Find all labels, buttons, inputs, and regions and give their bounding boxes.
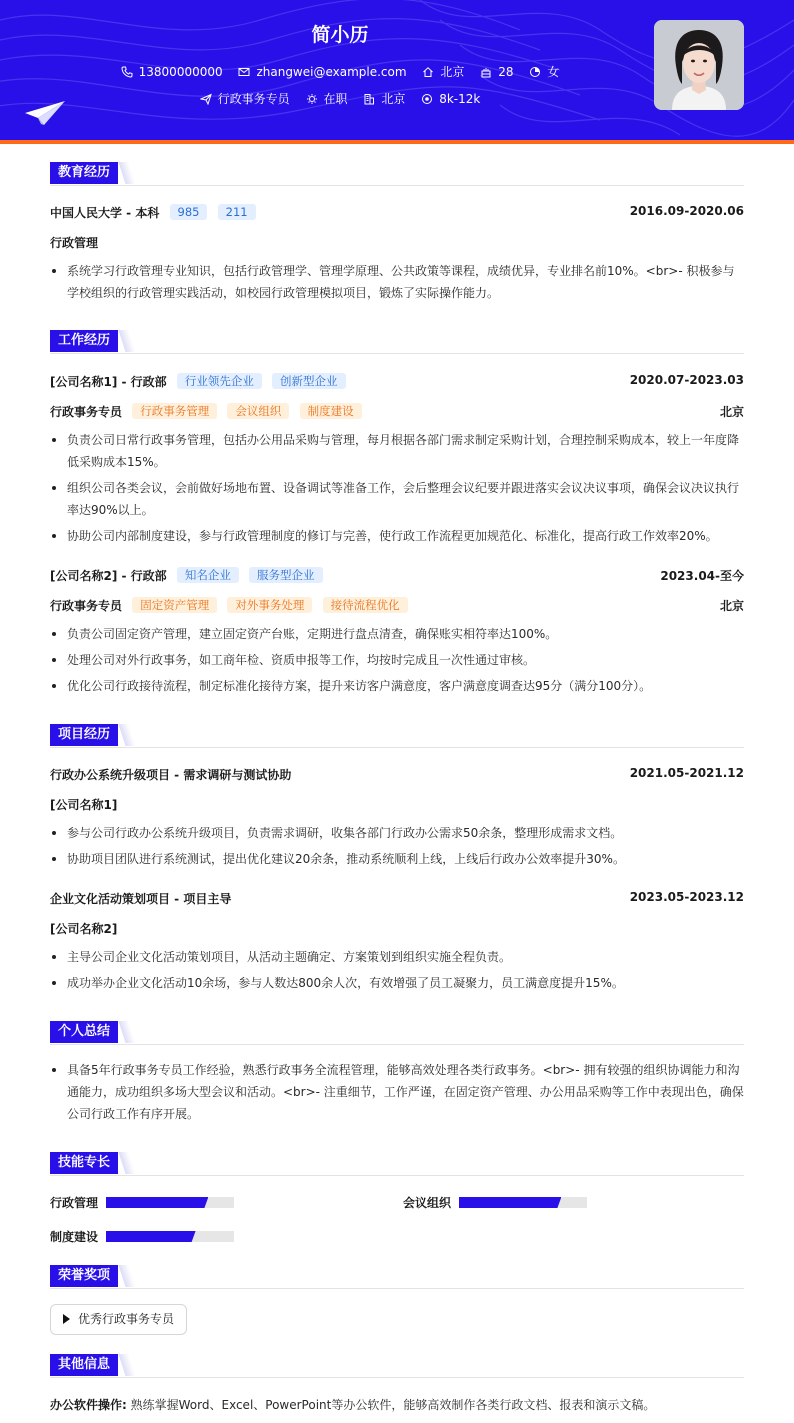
section-tag-tail — [118, 162, 135, 184]
education-major: 行政管理 — [50, 236, 99, 250]
salary-text: 8k-12k — [439, 92, 481, 106]
location-item — [422, 63, 464, 80]
skill-bar-fill — [106, 1197, 208, 1208]
section-other — [50, 1354, 744, 1378]
expand-triangle-icon — [63, 1314, 70, 1324]
work-city: 北京 — [719, 405, 744, 419]
section-summary — [50, 1021, 744, 1045]
skill-bar — [106, 1197, 234, 1208]
location-text: 北京 — [440, 65, 465, 79]
company-badge: 创新型企业 — [272, 373, 346, 389]
skill-bar — [459, 1197, 587, 1208]
section-skills-title: 技能专长 — [50, 1152, 118, 1174]
phone-text: 13800000000 — [138, 65, 223, 79]
project-date: 2023.05-2023.12 — [629, 890, 744, 904]
section-tag-tail — [118, 1152, 135, 1174]
building-icon — [363, 93, 375, 105]
skill-bar-fill — [459, 1197, 561, 1208]
work-company-row — [50, 373, 744, 390]
phone-item — [121, 65, 223, 79]
section-projects-title: 项目经历 — [50, 724, 118, 746]
avatar-portrait — [654, 20, 744, 110]
work-role-row — [50, 403, 744, 420]
other-info-value: 熟练掌握Word、Excel、PowerPoint等办公软件，能够高效制作各类行政文档、报表和演示文稿。 — [130, 1398, 656, 1412]
work-bullet: 组织公司各类会议，会前做好场地布置、设备调试等准备工作，会后整理会议纪要并跟进落实会议决议事项，确保会议决议执行率达90%以上。 — [50, 477, 744, 521]
other-info-row — [50, 1396, 655, 1413]
section-tag-tail — [118, 1021, 135, 1043]
work-role: 行政事务专员 — [50, 405, 123, 419]
project-bullet: 成功举办企业文化活动10余场，参与人数达800余人次，有效增强了员工凝聚力，员工满意度提升15%。 — [50, 972, 744, 994]
profile-photo — [654, 20, 744, 110]
mail-icon — [238, 66, 250, 78]
age-item — [480, 65, 513, 79]
work-date: 2023.04-至今 — [660, 569, 744, 583]
role-badge: 制度建设 — [300, 403, 362, 419]
education-badge: 985 — [170, 204, 208, 220]
work-bullet: 负责公司固定资产管理，建立固定资产台账，定期进行盘点清查，确保账实相符率达100%。 — [50, 623, 744, 645]
skill-bar — [106, 1231, 234, 1242]
resume-header — [0, 0, 794, 140]
target-city-item — [363, 90, 405, 107]
candidate-name: 简小历 — [311, 24, 369, 46]
age-text: 28 — [498, 65, 514, 79]
company-badge: 知名企业 — [177, 567, 239, 583]
project-title: 行政办公系统升级项目 - 需求调研与测试协助 — [50, 768, 292, 782]
award-item[interactable] — [50, 1304, 187, 1335]
role-badge: 行政事务管理 — [132, 403, 217, 419]
project-title-row — [50, 766, 744, 783]
section-awards-title: 荣誉奖项 — [50, 1265, 118, 1287]
section-tag-tail — [118, 1354, 135, 1376]
work-date: 2020.07-2023.03 — [629, 373, 744, 387]
job-target-item — [200, 90, 290, 107]
education-description: 系统学习行政管理专业知识，包括行政管理学、管理学原理、公共政策等课程，成绩优异，专业排名前10%。<br>- 积极参与学校组织的行政管理实践活动，如校园行政管理模拟项目，锻炼了实际操作能力。 — [50, 260, 744, 304]
work-company: [公司名称2] - 行政部 — [50, 569, 167, 583]
send-icon — [200, 93, 212, 105]
skill-name: 行政管理 — [50, 1196, 99, 1210]
education-badge: 211 — [218, 204, 256, 220]
section-other-title: 其他信息 — [50, 1354, 118, 1376]
summary-text: 具备5年行政事务专员工作经验，熟悉行政事务全流程管理，能够高效处理各类行政事务。<br>- 拥有较强的组织协调能力和沟通能力，成功组织多场大型会议和活动。<br>- 注重细节，工作严谨，在固定资产管理、办公用品采购等工作中表现出色，确保公司行政工作有序开展。 — [50, 1059, 744, 1125]
status-icon — [306, 93, 318, 105]
salary-item — [421, 92, 480, 106]
section-tag-tail — [118, 724, 135, 746]
section-education — [50, 162, 744, 186]
section-projects — [50, 724, 744, 748]
paper-plane-icon — [24, 100, 66, 126]
company-badge: 服务型企业 — [249, 567, 323, 583]
target-city-text: 北京 — [381, 92, 406, 106]
status-item — [306, 90, 348, 107]
header-accent-stripe — [0, 140, 794, 144]
company-badge: 行业领先企业 — [177, 373, 262, 389]
project-company: [公司名称2] — [50, 922, 118, 936]
status-text: 在职 — [323, 92, 348, 106]
section-work-title: 工作经历 — [50, 330, 118, 352]
work-bullet: 处理公司对外行政事务，如工商年检、资质申报等工作，均按时完成且一次性通过审核。 — [50, 649, 744, 671]
role-badge: 对外事务处理 — [227, 597, 312, 613]
section-awards — [50, 1265, 744, 1289]
section-skills — [50, 1152, 744, 1176]
work-bullet: 优化公司行政接待流程，制定标准化接待方案，提升来访客户满意度，客户满意度调查达95分（满分100分）。 — [50, 675, 744, 697]
skill-name: 会议组织 — [403, 1196, 452, 1210]
project-company: [公司名称1] — [50, 798, 118, 812]
other-info-label: 办公软件操作: — [50, 1398, 127, 1412]
work-company-row — [50, 567, 744, 584]
skill-item — [403, 1194, 451, 1211]
email-text: zhangwei@example.com — [256, 65, 407, 79]
project-bullet: 主导公司企业文化活动策划项目，从活动主题确定、方案策划到组织实施全程负责。 — [50, 946, 744, 968]
phone-icon — [121, 66, 133, 78]
skill-item — [50, 1194, 98, 1211]
section-tag-tail — [118, 1265, 135, 1287]
section-education-title: 教育经历 — [50, 162, 118, 184]
project-bullet: 参与公司行政办公系统升级项目，负责需求调研，收集各部门行政办公需求50余条，整理形成需求文档。 — [50, 822, 744, 844]
project-bullet: 协助项目团队进行系统测试，提出优化建议20余条，推动系统顺利上线，上线后行政办公效率提升30%。 — [50, 848, 744, 870]
gender-icon — [529, 66, 541, 78]
section-summary-title: 个人总结 — [50, 1021, 118, 1043]
section-work — [50, 330, 744, 354]
job-intent-row — [0, 90, 680, 107]
age-icon — [480, 66, 492, 78]
salary-icon — [421, 93, 433, 105]
work-bullet: 负责公司日常行政事务管理，包括办公用品采购与管理，每月根据各部门需求制定采购计划，合理控制采购成本，较上一年度降低采购成本15%。 — [50, 429, 744, 473]
work-role-row — [50, 597, 744, 614]
section-tag-tail — [118, 330, 135, 352]
job-target-text: 行政事务专员 — [217, 92, 290, 106]
work-city: 北京 — [719, 599, 744, 613]
home-icon — [422, 66, 434, 78]
education-date: 2016.09-2020.06 — [629, 204, 744, 218]
gender-item — [529, 63, 559, 80]
education-school: 中国人民大学 - 本科 — [50, 206, 160, 220]
role-badge: 固定资产管理 — [132, 597, 217, 613]
role-badge: 会议组织 — [227, 403, 289, 419]
role-badge: 接待流程优化 — [323, 597, 408, 613]
skill-item — [50, 1228, 98, 1245]
project-date: 2021.05-2021.12 — [629, 766, 744, 780]
email-item — [238, 65, 406, 79]
skill-bar-fill — [106, 1231, 196, 1242]
gender-text: 女 — [547, 65, 560, 79]
award-text: 优秀行政事务专员 — [78, 1312, 175, 1326]
contact-row — [0, 63, 680, 80]
education-school-row — [50, 204, 744, 221]
work-role: 行政事务专员 — [50, 599, 123, 613]
work-bullet: 协助公司内部制度建设，参与行政管理制度的修订与完善，使行政工作流程更加规范化、标准化，提高行政工作效率20%。 — [50, 525, 744, 547]
project-title: 企业文化活动策划项目 - 项目主导 — [50, 892, 232, 906]
project-title-row — [50, 890, 744, 907]
skill-name: 制度建设 — [50, 1230, 99, 1244]
work-company: [公司名称1] - 行政部 — [50, 375, 167, 389]
